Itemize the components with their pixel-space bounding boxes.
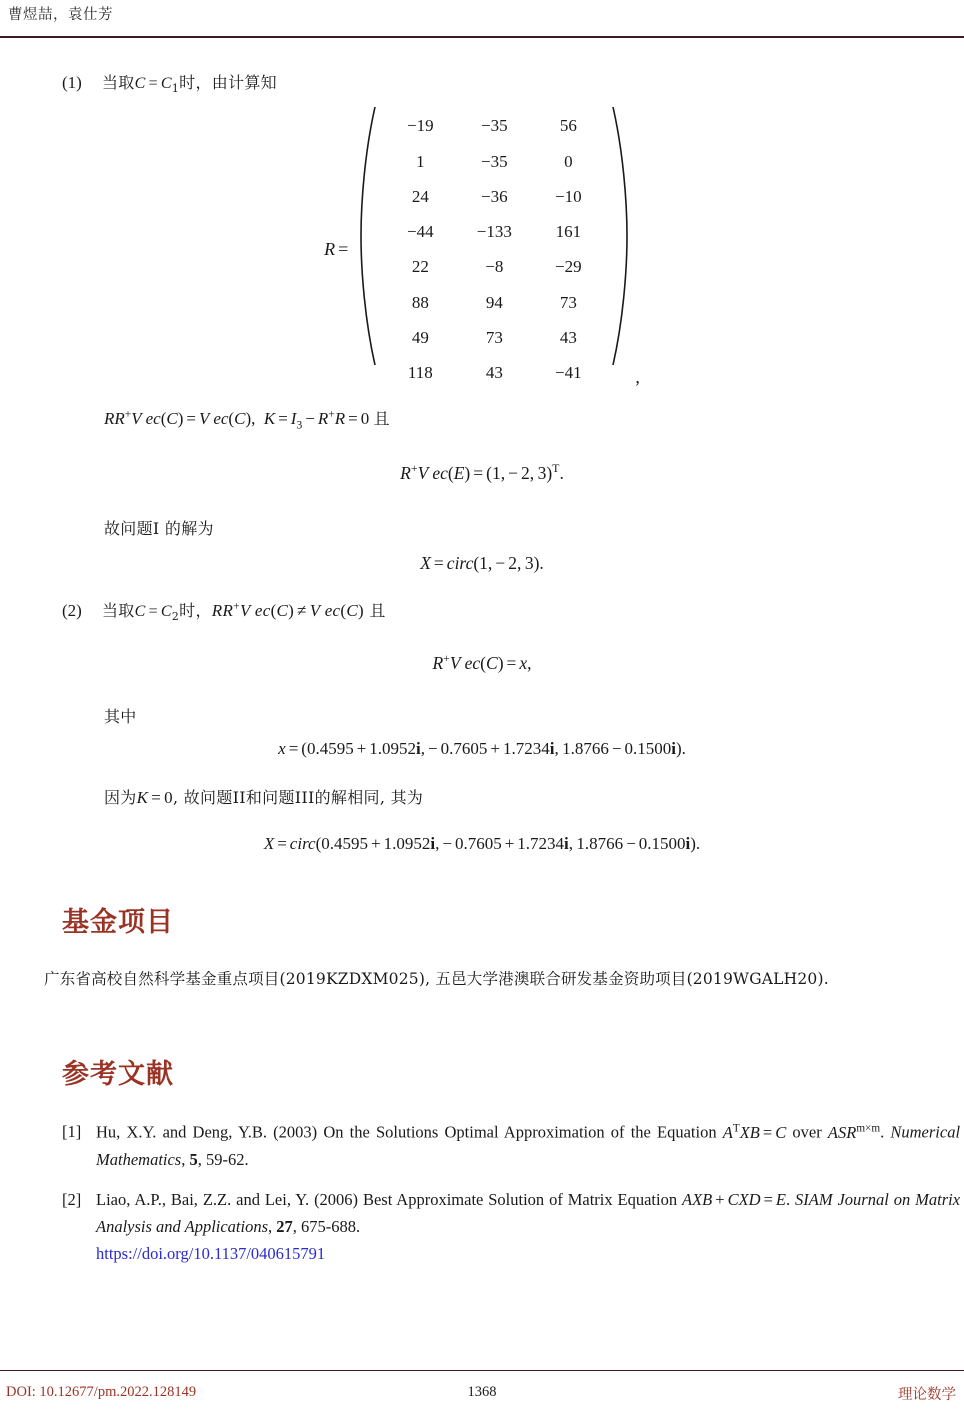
footer-doi: DOI: 10.12677/pm.2022.128149	[6, 1384, 197, 1400]
matrix-left-paren	[359, 105, 377, 394]
reference-equation-1: $A^TXB = C$	[722, 1122, 787, 1142]
item-2-cn-tail: 且	[369, 600, 386, 620]
reference-body: Hu, X.Y. and Deng, Y.B. (2003) On the Solutions Optimal Approximation of the Equation $A^TXB = C$ over $ASR^{m\times m}$. Numerical Mathematics, 5, 59-62.	[96, 1122, 961, 1169]
page-header	[0, 0, 964, 38]
reference-authors-year: Liao, A.P., Bai, Z.Z. and Lei, Y. (2006)	[96, 1190, 359, 1210]
funding-heading: 基金项目	[62, 906, 174, 938]
matrix-trailing-comma: ,	[635, 366, 640, 387]
item-2-marker: (2)	[62, 600, 82, 620]
matrix-cell: 118	[407, 363, 433, 383]
reference-doi-link[interactable]: https://doi.org/10.1137/040615791	[96, 1243, 326, 1263]
matrix-lhs	[324, 239, 359, 260]
matrix-cell: 0	[564, 151, 573, 171]
item-2-var-c2: C	[160, 602, 172, 620]
rank-line-cn-suffix: 且	[373, 408, 390, 428]
reference-equation-2: CXD = E.	[727, 1190, 791, 1210]
reference-number: [2]	[62, 1190, 82, 1210]
numbered-item-1	[0, 70, 964, 95]
reference-journal: SIAM Journal on Matrix Analysis and Applications	[96, 1190, 961, 1237]
reference-item	[62, 1187, 960, 1267]
matrix-symbol: R	[324, 238, 336, 259]
reference-title: Best Approximate Solution of Matrix Equation	[362, 1190, 678, 1210]
reference-volume: 27	[276, 1217, 293, 1237]
matrix-cell: −8	[485, 257, 504, 277]
reference-over-word: over	[792, 1122, 822, 1142]
k-zero-label: 因为K = 0, 故问题II和问题III的解相同, 其为	[104, 787, 424, 807]
matrix-cell: −133	[476, 222, 512, 242]
item-2-var-c: C	[134, 602, 146, 620]
matrix-cell: 43	[485, 363, 503, 383]
item-1-cn-lead: 当取	[102, 73, 135, 92]
matrix-cell: 88	[411, 292, 429, 312]
matrix-cell: 43	[559, 328, 577, 348]
matrix-grid	[377, 105, 611, 394]
matrix-cell: −35	[481, 151, 508, 171]
reference-journal: Numerical Mathematics	[96, 1122, 961, 1169]
references-heading: 参考文献	[62, 1059, 174, 1091]
item-2-row	[0, 598, 964, 623]
item-2-equals: =	[148, 602, 158, 620]
matrix-cell: −10	[555, 186, 582, 206]
solution-1-label: 故问题I 的解为	[104, 518, 214, 538]
equation-r-plus-vec-c: R+V ec(C) = x,	[432, 651, 532, 673]
reference-pages: 675-688.	[301, 1217, 361, 1237]
matrix-equals: =	[338, 238, 349, 259]
matrix-cell: −41	[555, 363, 582, 383]
matrix-cell: −19	[407, 116, 434, 136]
matrix-cell: 1	[416, 151, 425, 171]
matrix-cell: 161	[555, 222, 582, 242]
item-1-var-c1-sub: 1	[171, 82, 180, 96]
where-label: 其中	[104, 706, 137, 726]
equation-x-value: x = (0.4595 + 1.0952i, − 0.7605 + 1.7234i, 1.8766 − 0.1500i).	[278, 738, 686, 758]
matrix-cell: 94	[485, 292, 503, 312]
item-1-row	[0, 70, 964, 95]
reference-pages: 59-62.	[205, 1149, 249, 1169]
item-1-var-c1: C	[160, 75, 172, 92]
reference-number: [1]	[62, 1122, 82, 1142]
item-2-cn-lead: 当取	[102, 600, 135, 620]
reference-equation-2: $ASR^{m\times m}$	[827, 1122, 881, 1142]
matrix-right-paren	[611, 105, 629, 394]
reference-list	[0, 1119, 964, 1267]
reference-item	[62, 1119, 960, 1173]
matrix-cell: 49	[411, 328, 429, 348]
footer-divider	[0, 1370, 964, 1371]
footer-journal-name: 理论数学	[898, 1387, 956, 1403]
item-1-marker: (1)	[62, 73, 82, 92]
item-1-cn-tail: 时，由计算知	[179, 73, 277, 92]
item-1-var-c: C	[134, 75, 146, 92]
equation-solution-2-3: X = circ(0.4595 + 1.0952i, − 0.7605 + 1.7234i, 1.8766 − 0.1500i).	[263, 833, 701, 853]
equation-solution-1: X = circ(1, − 2, 3).	[420, 552, 544, 573]
matrix-cell: −36	[481, 186, 508, 206]
reference-authors-year: Hu, X.Y. and Deng, Y.B. (2003)	[96, 1122, 318, 1142]
header-authors: 曹煜喆，袁仕芳	[8, 7, 113, 23]
matrix-cell: 73	[485, 328, 503, 348]
item-2-inline-math: RR+V ec(C) ≠ V ec(C)	[211, 599, 364, 620]
matrix-cell: 22	[411, 257, 429, 277]
matrix-cell: 56	[559, 116, 577, 136]
footer-page-number: 1368	[467, 1384, 497, 1400]
matrix-cell: 73	[559, 292, 577, 312]
item-2-text	[102, 598, 386, 623]
numbered-item-2	[0, 598, 964, 623]
reference-volume: 5	[189, 1149, 198, 1169]
matrix-r-block	[0, 105, 964, 394]
reference-title: On the Solutions Optimal Approximation of the Equation	[323, 1122, 717, 1142]
item-2-cn-mid: 时，	[179, 600, 212, 620]
matrix-cell: 24	[411, 186, 429, 206]
equation-r-plus-vec-e: R+V ec(E) = (1, − 2, 3)$^T$.	[400, 461, 564, 483]
reference-equation-1: AXB +	[682, 1190, 725, 1210]
matrix-cell: −29	[555, 257, 582, 277]
equation-rank-line: RR+V ec(C) = V ec(C), $K = I_3 - R^+R = 0$ 且	[104, 407, 390, 432]
page-footer	[0, 1364, 964, 1414]
item-1-text	[102, 70, 277, 95]
matrix-cell: −44	[407, 222, 434, 242]
matrix-cell: −35	[481, 116, 508, 136]
item-2-var-c2-sub: 2	[171, 610, 180, 624]
document-body	[0, 38, 964, 1281]
reference-body: Liao, A.P., Bai, Z.Z. and Lei, Y. (2006) Best Approximate Solution of Matrix Equation AXB + CXD = E. SIAM Journal on Matrix Analysis and Applications, 27, 675-688. https://doi.org/10.1137/040615791	[96, 1190, 961, 1263]
funding-text: 广东省高校自然科学基金重点项目(2019KZDXM025), 五邑大学港澳联合研发基金资助项目(2019WGALH20).	[44, 969, 829, 988]
item-1-equals: =	[148, 75, 158, 92]
